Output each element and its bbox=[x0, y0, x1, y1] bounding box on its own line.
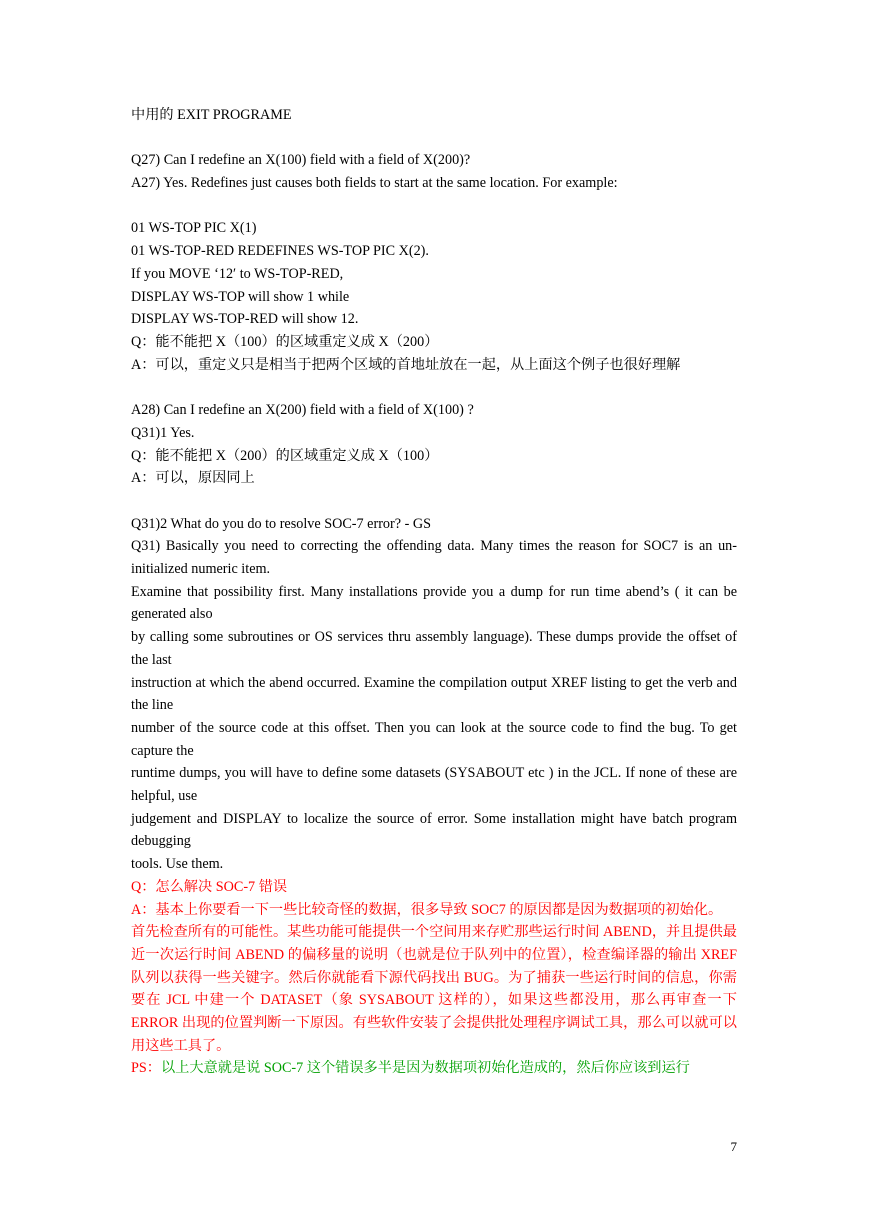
answer-line: A27) Yes. Redefines just causes both fields to start at the same location. For example: bbox=[131, 175, 618, 192]
translated-question: Q：怎么解决 SOC-7 错误 bbox=[131, 878, 288, 895]
answer-paragraph: runtime dumps, you will have to define some datasets (SYSABOUT etc ) in the JCL. If none of these are helpful, use bbox=[131, 765, 737, 805]
translated-answer: A：可以，原因同上 bbox=[131, 470, 255, 487]
question-line: Q27) Can I redefine an X(100) field with a field of X(200)? bbox=[131, 152, 471, 169]
answer-paragraph: by calling some subroutines or OS services thru assembly language). These dumps provide the offset of the last bbox=[131, 629, 737, 668]
question-line: Q31)2 What do you do to resolve SOC-7 error? - GS bbox=[131, 515, 431, 532]
translated-question: Q：能不能把 X（100）的区域重定义成 X（200） bbox=[131, 334, 439, 350]
answer-paragraph: Examine that possibility first. Many installations provide you a dump for run time abend’s ( it can be generated also bbox=[131, 583, 737, 623]
answer-paragraph: judgement and DISPLAY to localize the source of error. Some installation might have batch program debugging bbox=[131, 810, 737, 850]
answer-paragraph: number of the source code at this offset. Then you can look at the source code to find the bug. To get capture the bbox=[131, 719, 737, 759]
blank-line bbox=[131, 127, 737, 150]
blank-line bbox=[131, 376, 737, 399]
code-line: 01 WS-TOP-RED REDEFINES WS-TOP PIC X(2). bbox=[131, 243, 429, 260]
answer-paragraph: instruction at which the abend occurred. Examine the compilation output XREF listing to get the verb and the line bbox=[131, 674, 737, 714]
document-body bbox=[131, 104, 737, 1080]
ps-text: 以上大意就是说 SOC-7 这个错误多半是因为数据项初始化造成的，然后你应该到运行 bbox=[160, 1060, 690, 1077]
code-line: DISPLAY WS-TOP-RED will show 12. bbox=[131, 311, 359, 328]
translated-answer: A：基本上你要看一下一些比较奇怪的数据，很多导致 SOC7 的原因都是因为数据项的初始化。 bbox=[131, 901, 723, 918]
answer-paragraph: tools. Use them. bbox=[131, 856, 224, 873]
blank-line bbox=[131, 195, 737, 218]
blank-line bbox=[131, 490, 737, 513]
translated-question: Q：能不能把 X（200）的区域重定义成 X（100） bbox=[131, 447, 439, 464]
code-line: If you MOVE ‘12′ to WS-TOP-RED, bbox=[131, 265, 344, 282]
code-line: 01 WS-TOP PIC X(1) bbox=[131, 220, 257, 237]
translated-paragraph: 首先检查所有的可能性。某些功能可能提供一个空间用来存贮那些运行时间 ABEND，并且提供最近一次运行时间 ABEND 的偏移量的说明（也就是位于队列中的位置），检查编译器的输出 XREF 队列以获得一些关键字。然后你就能看下源代码找出 BUG。为了捕获一些运行时间的信息，你需要在 JCL 中建一个 DATASET（象 SYSABOUT 这样的），如果这些都没用，那么再审查一下 ERROR 出现的位置判断一下原因。有些软件安装了会提供批处理程序调试工具，那么可以就可以用这些工具了。 bbox=[131, 924, 737, 1054]
answer-paragraph: Q31) Basically you need to correcting the offending data. Many times the reason for SOC7 is an un-initialized numeric item. bbox=[131, 538, 737, 577]
answer-line: Q31)1 Yes. bbox=[131, 424, 195, 441]
ps-note bbox=[131, 1057, 737, 1080]
translated-answer: A：可以，重定义只是相当于把两个区域的首地址放在一起，从上面这个例子也很好理解 bbox=[131, 356, 681, 373]
text-line: 中用的 EXIT PROGRAME bbox=[131, 107, 292, 123]
page-number: 7 bbox=[730, 1139, 737, 1154]
question-line: A28) Can I redefine an X(200) field with a field of X(100) ? bbox=[131, 402, 474, 419]
code-line: DISPLAY WS-TOP will show 1 while bbox=[131, 288, 350, 305]
ps-label: PS： bbox=[131, 1060, 161, 1077]
